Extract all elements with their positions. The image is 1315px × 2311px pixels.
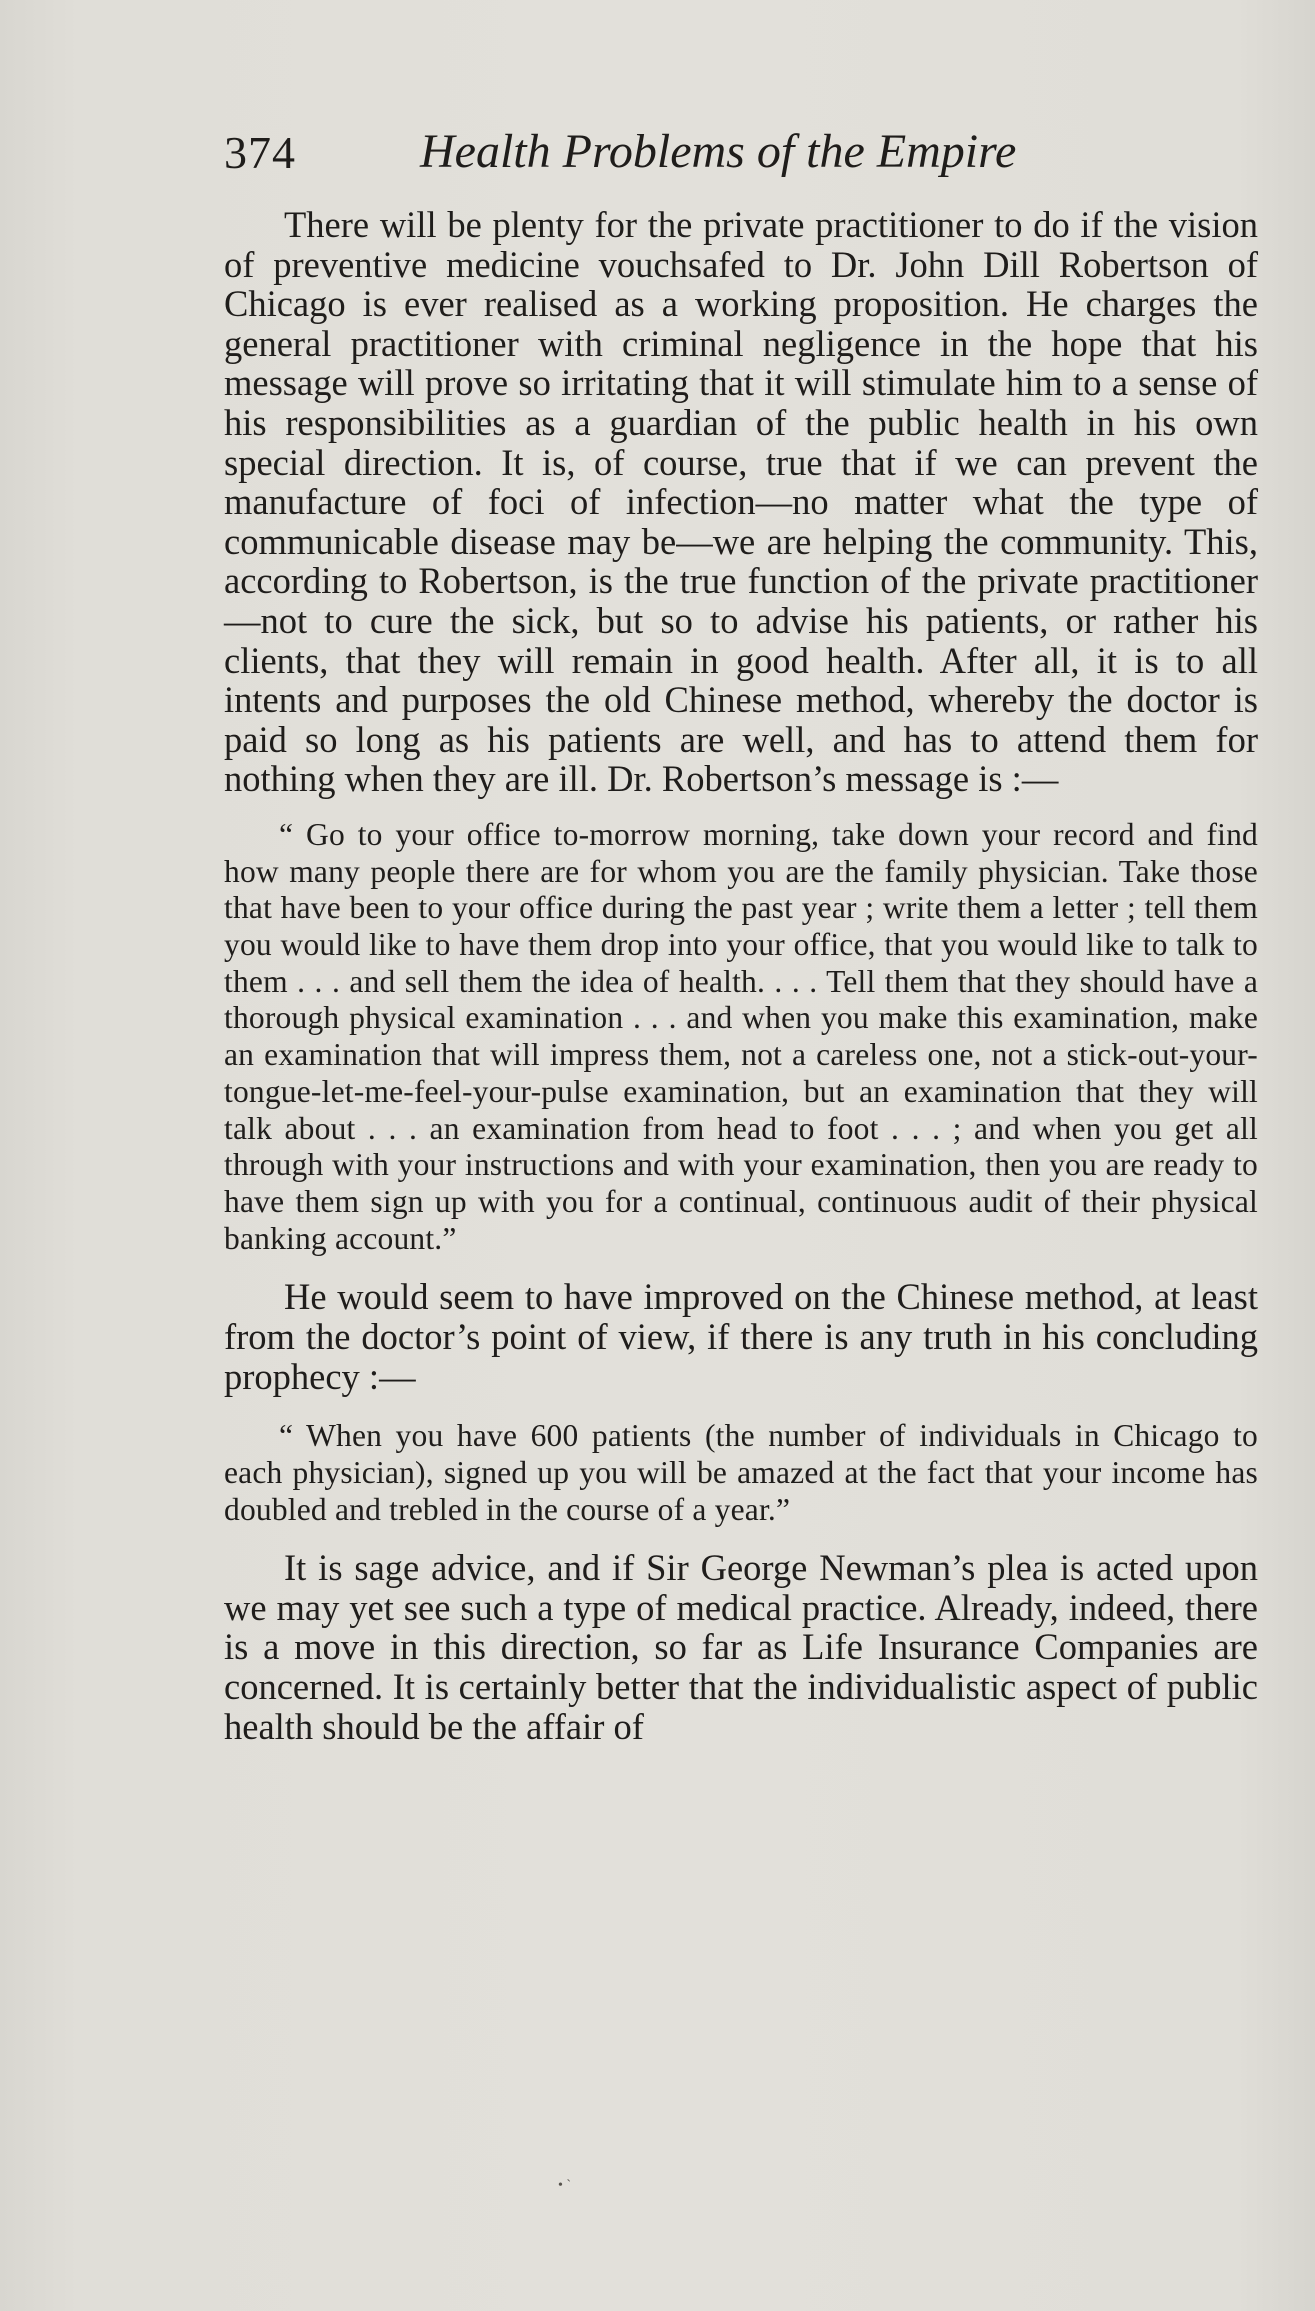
- paragraph-sage-advice: It is sage advice, and if Sir George Newman’s plea is acted upon we may yet see such a type of medical practice. Already, indeed, there is a move in this direction, so far as Life Insurance Companies are concerned. It is certainly better that the individualistic aspect of public health should be the affair of: [224, 1547, 1258, 1747]
- block-quote-prophecy: “ When you have 600 patients (the number of individuals in Chicago to each physician), signed up you will be amazed at the fact that your income has doubled and trebled in the course of a year.”: [224, 1418, 1258, 1527]
- running-title: Health Problems of the Empire: [420, 125, 1017, 178]
- paragraph-chinese-method: He would seem to have improved on the Chinese method, at least from the doctor’s point of view, if there is any truth in his concluding prophecy :—: [224, 1276, 1258, 1397]
- page-header: [224, 126, 1224, 186]
- footer-mark: • ˋ: [558, 2178, 572, 2193]
- body-text: [224, 205, 1258, 1746]
- page-number: 374: [224, 127, 296, 178]
- paragraph-robertson-vision: There will be plenty for the private practitioner to do if the vision of preventive medicine vouchsafed to Dr. John Dill Robertson of Chicago is ever realised as a working proposition. He charges the general practitioner with criminal negligence in the hope that his message will prove so irritating that it will stimulate him to a sense of his responsibilities as a guardian of the public health in his own special direction. It is, of course, true that if we can prevent the manufacture of foci of infection—no matter what the type of communicable disease may be—we are helping the community. This, according to Robertson, is the true function of the private practitioner—not to cure the sick, but so to advise his patients, or rather his clients, that they will remain in good health. After all, it is to all intents and purposes the old Chinese method, whereby the doctor is paid so long as his patients are well, and has to attend them for nothing when they are ill. Dr. Robertson’s message is :—: [224, 204, 1258, 800]
- block-quote-robertson-message: “ Go to your office to-morrow morning, take down your record and find how many people there are for whom you are the family physician. Take those that have been to your office during the past year ; write them a letter ; tell them you would like to have them drop into your office, that you would like to talk to them . . . and sell them the idea of health. . . . Tell them that they should have a thorough physical examination . . . and when you make this examination, make an examination that will impress them, not a careless one, not a stick-out-your-tongue-let-me-feel-your-pulse examination, but an examination that they will talk about . . . an examination from head to foot . . . ; and when you get all through with your instructions and with your examination, then you are ready to have them sign up with you for a continual, continuous audit of their physical banking account.”: [224, 816, 1258, 1256]
